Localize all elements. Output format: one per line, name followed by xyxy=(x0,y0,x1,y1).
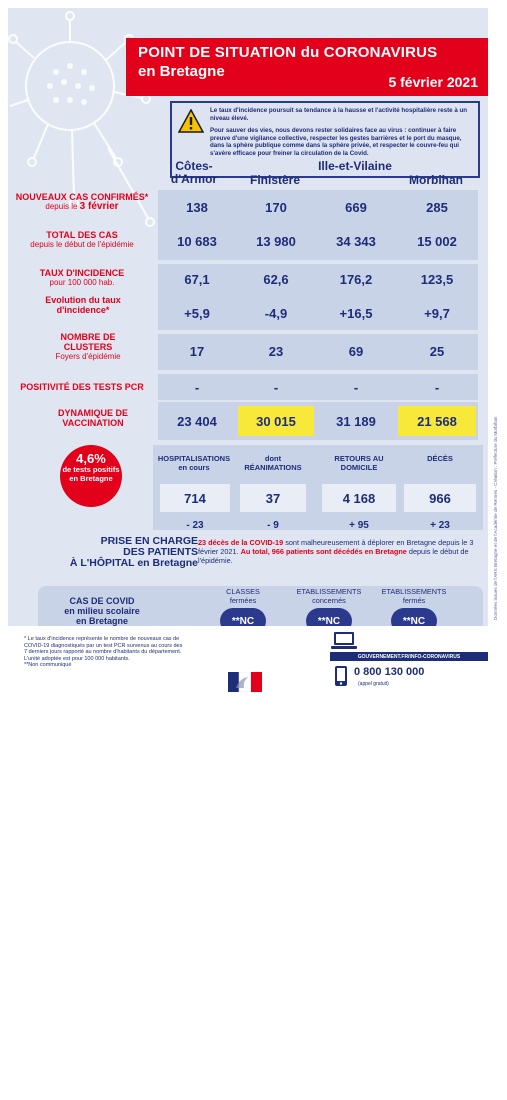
value-cell: -4,9 xyxy=(264,305,288,321)
hospital-value: 37 xyxy=(240,484,306,512)
footnote xyxy=(24,636,184,669)
value-cell: - xyxy=(434,379,440,395)
row-subtitle: pour 100 000 hab. xyxy=(49,278,115,287)
value-cell: 23 xyxy=(268,343,284,359)
hotline-number: 0 800 130 000 xyxy=(354,666,425,678)
value-cell: - xyxy=(353,379,359,395)
row-title: TOTAL DES CAS xyxy=(46,230,118,240)
title-line: en milieu scolaire xyxy=(64,606,140,616)
value-cell: +9,7 xyxy=(424,305,450,321)
column-header: Morbihan xyxy=(409,173,463,187)
row-title: Evolution du taux d'incidence* xyxy=(45,295,121,315)
value-cell: 15 002 xyxy=(417,233,457,249)
value-cell: 138 xyxy=(186,199,208,215)
text-run: sont malheureusement à déplorer en Bretagne depuis le 3 février 2021. xyxy=(198,538,474,556)
hospital-header xyxy=(320,454,398,472)
row-title: DYNAMIQUE DE VACCINATION xyxy=(57,408,128,428)
header-line: en cours xyxy=(178,463,210,472)
warning-text-2: Pour sauver des vies, nous devons rester solidaires face au virus : continuer à faire preuve d'une vigilance collective, respecter les gestes barrières et le port du masque, dans la sphère publique comme dans la sphère privée, et respecter le couvre-feu qui s'avère efficace pour freiner la circulation de la Covid. xyxy=(210,127,462,157)
badge-percentage: 4,6% xyxy=(76,451,106,466)
row-subtitle-date: 3 février xyxy=(79,201,119,212)
source-credit xyxy=(493,416,507,1100)
header-line: fermés xyxy=(402,595,426,605)
header-line: ETABLISSEMENTS xyxy=(296,587,362,596)
hospital-delta: - 23 xyxy=(186,520,204,531)
row-subtitle xyxy=(8,202,156,212)
hospital-header xyxy=(402,454,478,463)
column-header: Côtes-d'Armor xyxy=(170,159,218,186)
school-header xyxy=(293,588,365,605)
hospital-value: 714 xyxy=(160,484,230,512)
report-date: 5 février 2021 xyxy=(388,74,478,90)
row-title: POSITIVITÉ DES TESTS PCR xyxy=(20,382,144,392)
value-cell-highlight: 30 015 xyxy=(238,406,314,436)
hospital-value: 4 168 xyxy=(322,484,396,512)
text-highlight: 23 décès de la COVID-19 xyxy=(198,538,284,547)
hospital-delta: + 23 xyxy=(430,520,450,531)
school-section-title xyxy=(46,596,158,626)
main-panel xyxy=(8,8,488,626)
title-line: DES PATIENTS xyxy=(123,546,198,558)
value-cell: 23 404 xyxy=(177,413,217,429)
value-cell: +5,9 xyxy=(184,305,210,321)
value-cell: 669 xyxy=(345,199,367,215)
row-subtitle-text: depuis le xyxy=(45,202,80,211)
badge-text: de tests positifs en Bretagne xyxy=(62,465,120,483)
value-cell: 34 343 xyxy=(336,233,376,249)
hospital-header xyxy=(153,454,235,472)
header-line: HOSPITALISATIONS xyxy=(157,454,231,463)
footnote-definition: * Le taux d'incidence représente le nombre de nouveaux cas de COVID-19 diagnostiqués par un test PCR survenus au cours des 7 derniers jours rapporté au nombre d'habitants du département. L'unité adoptée est pour 100 000 habitants. xyxy=(24,636,183,662)
value-cell: 62,6 xyxy=(263,271,289,287)
header-line: DÉCÈS xyxy=(427,454,453,463)
value-cell: 10 683 xyxy=(177,233,217,249)
row-label-total-cases xyxy=(8,230,156,250)
region-subtitle: en Bretagne xyxy=(138,63,225,80)
row-subtitle: Foyers d'épidémie xyxy=(55,352,121,361)
column-header: Ille-et-Vilaine xyxy=(318,159,392,173)
column-header: Finistère xyxy=(249,173,300,187)
value-cell: 170 xyxy=(265,199,287,215)
value-cell: 123,5 xyxy=(420,271,454,287)
header-line: fermées xyxy=(229,595,257,605)
value-cell: 67,1 xyxy=(184,271,210,287)
header-line: dont xyxy=(264,454,282,463)
row-title: NOMBRE DE CLUSTERS xyxy=(60,332,116,352)
laptop-icon xyxy=(330,630,358,650)
row-label-pcr-positivity xyxy=(8,382,156,392)
row-title: TAUX D'INCIDENCE xyxy=(39,268,125,278)
title-part-1: POINT DE SITUATION xyxy=(138,44,301,61)
hospital-section-text xyxy=(198,538,480,565)
value-cell: +16,5 xyxy=(339,305,373,321)
positivity-badge xyxy=(60,445,122,507)
value-cell: - xyxy=(194,379,200,395)
title-line: PRISE EN CHARGE xyxy=(100,535,198,547)
row-label-incidence xyxy=(8,268,156,288)
text-highlight: Au total, 966 patients sont décédés en Bretagne xyxy=(240,547,407,556)
school-header xyxy=(213,588,273,605)
header-line: ETABLISSEMENTS xyxy=(381,587,447,596)
header-line: CLASSES xyxy=(226,587,260,596)
hospital-delta: + 95 xyxy=(349,520,369,531)
value-cell: 176,2 xyxy=(339,271,373,287)
school-value: **NC xyxy=(306,608,352,626)
row-subtitle: depuis le début de l'épidémie xyxy=(30,240,134,249)
hospital-header xyxy=(237,454,309,472)
row-title: NOUVEAUX CAS CONFIRMÉS* xyxy=(15,192,149,202)
row-label-incidence-evolution xyxy=(38,295,128,315)
value-cell: 31 189 xyxy=(336,413,376,429)
header-line: RÉANIMATIONS xyxy=(244,463,302,472)
school-header xyxy=(378,588,450,605)
row-label-vaccination xyxy=(53,408,133,428)
row-label-new-cases xyxy=(8,192,156,212)
school-value: **NC xyxy=(391,608,437,626)
value-cell: 285 xyxy=(426,199,448,215)
header-line: DOMICILE xyxy=(340,463,378,472)
value-cell: - xyxy=(273,379,279,395)
title-line: en Bretagne xyxy=(75,616,128,626)
value-cell: 13 980 xyxy=(256,233,296,249)
title-line: À L'HÔPITAL en Bretagne xyxy=(69,557,198,569)
hotline-note: (appel gratuit) xyxy=(358,681,389,687)
government-info xyxy=(330,630,490,696)
phone-icon xyxy=(334,666,348,686)
warning-icon xyxy=(178,109,204,133)
republique-francaise-logo xyxy=(228,672,262,692)
title-line: CAS DE COVID xyxy=(69,596,135,606)
title-banner xyxy=(126,38,488,96)
hospital-delta: - 9 xyxy=(267,520,279,531)
hospital-value: 966 xyxy=(404,484,476,512)
header-line: RETOURS AU xyxy=(334,454,384,463)
footnote-nc: **Non communiqué xyxy=(24,662,72,669)
page-title xyxy=(138,44,437,61)
value-cell-highlight: 21 568 xyxy=(398,406,476,436)
title-part-2: du CORONAVIRUS xyxy=(300,44,438,61)
row-label-clusters xyxy=(48,332,128,362)
warning-text-1: Le taux d'incidence poursuit sa tendance à la hausse et l'activité hospitalière reste à un niveau élevé. xyxy=(210,107,468,122)
school-value: **NC xyxy=(220,608,266,626)
hospital-section-title xyxy=(48,536,198,569)
text-run: depuis le début de l'épidémie. xyxy=(198,547,469,565)
credit-text: Données issues de l'ARS Bretagne et de l'Académie de Rennes - Création : Préfecture du Morbihan xyxy=(493,416,498,620)
value-cell: 69 xyxy=(348,343,364,359)
header-line: concernés xyxy=(312,595,346,605)
value-cell: 25 xyxy=(429,343,445,359)
value-cell: 17 xyxy=(189,343,205,359)
government-url[interactable]: GOUVERNEMENT.FR/INFO-CORONAVIRUS xyxy=(330,652,488,661)
